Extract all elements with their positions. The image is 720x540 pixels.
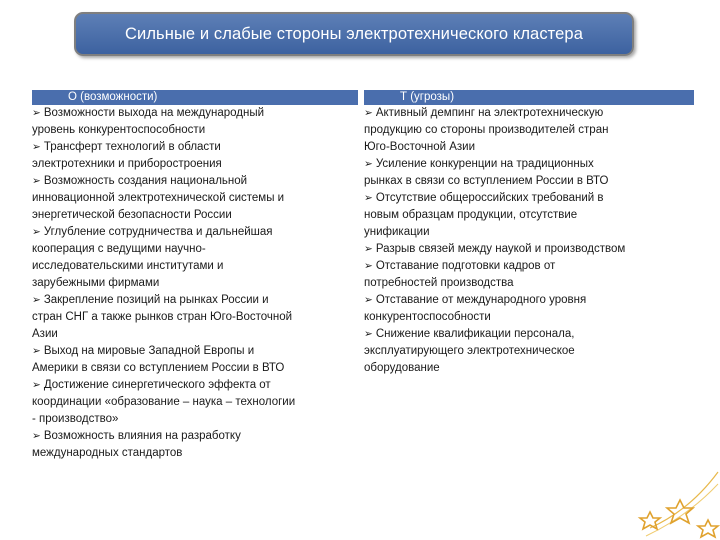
arrow-bullet-icon: ➢ [32,226,41,238]
threats-item [364,105,694,156]
threats-item-text: Активный демпинг на электротехническую продукцию со стороны производителей стран Юго-Восточной Азии [364,107,609,153]
opportunities-item [32,224,362,292]
arrow-bullet-icon: ➢ [32,379,41,391]
opportunities-item [32,377,362,428]
opportunities-item [32,343,362,377]
arrow-bullet-icon: ➢ [364,243,373,255]
threats-item-text: Отсутствие общероссийских требований в новым образцам продукции, отсутствие унификации [364,192,604,238]
arrow-bullet-icon: ➢ [364,328,373,340]
arrow-bullet-icon: ➢ [32,294,41,306]
threats-list [364,105,694,377]
opportunities-item [32,428,362,462]
arrow-bullet-icon: ➢ [364,294,373,306]
threats-item-text: Отставание подготовки кадров от потребностей производства [364,260,556,289]
arrow-bullet-icon: ➢ [32,430,41,442]
threats-item [364,292,694,326]
threats-item-text: Усиление конкуренции на традиционных рынках в связи со вступлением России в ВТО [364,158,609,187]
star-decoration-icon [610,470,720,540]
threats-item [364,258,694,292]
arrow-bullet-icon: ➢ [32,345,41,357]
threats-column [364,90,694,377]
opportunities-item [32,292,362,343]
opportunities-column [32,90,358,462]
arrow-bullet-icon: ➢ [364,260,373,272]
opportunities-item [32,139,362,173]
arrow-bullet-icon: ➢ [364,158,373,170]
threats-header: Т (угрозы) [364,90,694,105]
threats-item [364,326,694,377]
threats-item-text: Отставание от международного уровня конкурентоспособности [364,294,587,323]
threats-item-text: Снижение квалификации персонала, эксплуатирующего электротехническое оборудование [364,328,575,374]
threats-item [364,156,694,190]
opportunities-item-text: Трансферт технологий в области электротехники и приборостроения [32,141,222,170]
arrow-bullet-icon: ➢ [364,192,373,204]
arrow-bullet-icon: ➢ [32,107,41,119]
opportunities-item-text: Выход на мировые Западной Европы и Америки в связи со вступлением России в ВТО [32,345,285,374]
opportunities-item-text: Закрепление позиций на рынках России и стран СНГ а также рынков стран Юго-Восточной Азии [32,294,293,340]
opportunities-item-text: Достижение синергетического эффекта от координации «образование – наука – технологии - производство» [32,379,296,425]
arrow-bullet-icon: ➢ [32,141,41,153]
arrow-bullet-icon: ➢ [364,107,373,119]
opportunities-item [32,173,362,224]
opportunities-item-text: Возможность создания национальной инновационной электротехнической системы и энергетической безопасности России [32,175,285,221]
opportunities-item-text: Возможности выхода на международный уровень конкурентоспособности [32,107,265,136]
slide-title: Сильные и слабые стороны электротехнического кластера [74,12,634,56]
opportunities-list [32,105,362,462]
opportunities-item-text: Возможность влияния на разработку международных стандартов [32,430,241,459]
opportunities-item [32,105,362,139]
opportunities-header: О (возможности) [32,90,358,105]
arrow-bullet-icon: ➢ [32,175,41,187]
opportunities-item-text: Углубление сотрудничества и дальнейшая кооперация с ведущими научно- исследовательскими институтами и зарубежными фирмами [32,226,273,289]
threats-item-text: Разрыв связей между наукой и производством [375,243,626,255]
threats-item [364,190,694,241]
threats-item [364,241,694,258]
